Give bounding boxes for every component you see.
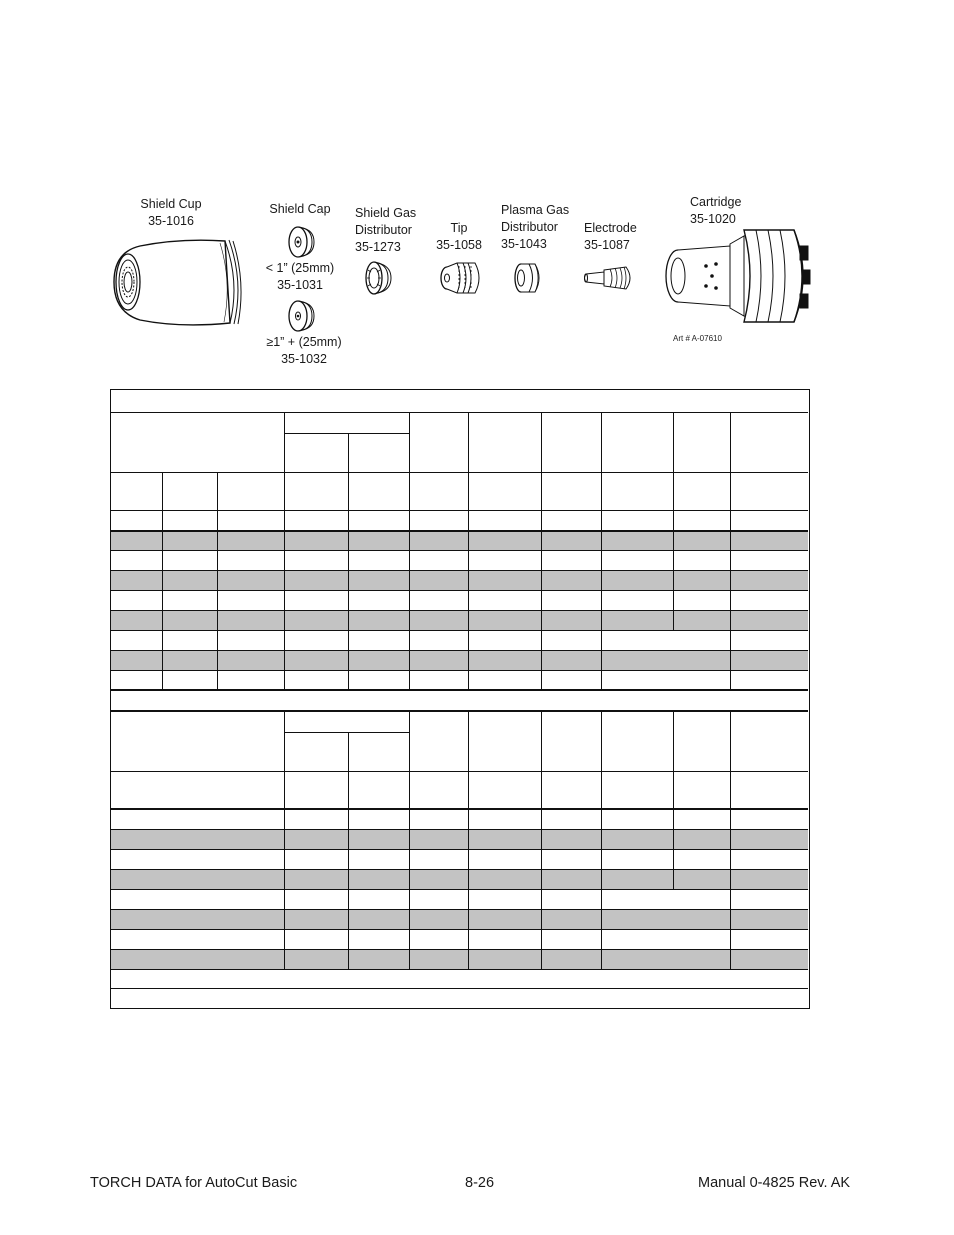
col-divider xyxy=(409,710,410,969)
row-divider xyxy=(111,510,808,511)
footer-right: Manual 0-4825 Rev. AK xyxy=(698,1175,851,1191)
row-divider xyxy=(111,670,808,671)
row-divider xyxy=(111,889,808,890)
shield-cap-label xyxy=(262,201,338,218)
col-divider xyxy=(601,710,602,969)
col-divider xyxy=(284,412,285,689)
col-divider xyxy=(730,710,731,969)
plasma-gas-distributor-illustration xyxy=(511,260,547,296)
section-divider xyxy=(111,689,808,691)
shield-gas-distributor-line1: Shield Gas xyxy=(355,206,417,220)
row-divider xyxy=(111,909,808,910)
shield-cap-small-number: 35-1031 xyxy=(277,278,323,292)
art-number: Art # A-07610 xyxy=(673,334,722,343)
cartridge-illustration xyxy=(660,222,812,330)
col-divider xyxy=(673,412,674,630)
section-divider xyxy=(111,710,808,712)
col-divider xyxy=(348,732,349,969)
shield-cup-label xyxy=(135,196,207,230)
row-divider xyxy=(111,550,808,551)
row-divider xyxy=(111,590,808,591)
footer-left: TORCH DATA for AutoCut Basic xyxy=(90,1175,298,1191)
torch-data-table xyxy=(110,389,810,1009)
col-divider xyxy=(409,412,410,689)
plasma-gas-distributor-label xyxy=(501,202,569,253)
electrode-illustration xyxy=(582,262,634,294)
tip-number: 35-1058 xyxy=(436,238,482,252)
row-divider xyxy=(111,949,808,950)
plasma-gas-distributor-line1: Plasma Gas xyxy=(501,203,570,217)
row-divider xyxy=(111,472,808,473)
row-divider xyxy=(111,969,808,970)
col-divider xyxy=(730,412,731,689)
electrode-name: Electrode xyxy=(584,221,637,235)
row-divider xyxy=(111,610,808,611)
row-divider xyxy=(111,988,808,989)
cartridge-name: Cartridge xyxy=(690,195,742,209)
table-row-shaded xyxy=(111,611,808,630)
row-divider xyxy=(111,849,808,850)
row-divider xyxy=(111,808,808,810)
electrode-label xyxy=(584,220,637,254)
row-divider xyxy=(111,530,808,532)
page-number: 8-26 xyxy=(465,1175,495,1191)
tip-illustration xyxy=(437,258,485,298)
shield-gas-distributor-line2: Distributor xyxy=(355,223,412,237)
table-row-shaded xyxy=(111,870,808,889)
tip-name: Tip xyxy=(450,221,468,235)
tip-label xyxy=(429,220,489,254)
shield-gas-distributor-illustration xyxy=(362,258,394,298)
table-row-shaded xyxy=(111,531,808,550)
shield-gas-distributor-number: 35-1273 xyxy=(355,240,401,254)
col-divider xyxy=(601,412,602,689)
shield-cup-number: 35-1016 xyxy=(148,214,194,228)
shield-cap-name: Shield Cap xyxy=(269,202,331,216)
cartridge-number: 35-1020 xyxy=(690,212,736,226)
electrode-number: 35-1087 xyxy=(584,238,630,252)
shield-cap-large-illustration xyxy=(284,298,316,334)
table-row-shaded xyxy=(111,651,808,670)
col-divider xyxy=(162,472,163,689)
col-divider xyxy=(468,710,469,969)
row-divider xyxy=(111,869,808,870)
row-divider xyxy=(111,929,808,930)
col-divider xyxy=(284,710,285,969)
shield-cup-illustration xyxy=(110,236,246,328)
col-divider xyxy=(217,472,218,689)
shield-cap-small-label xyxy=(250,260,350,294)
row-divider xyxy=(111,771,808,772)
row-divider xyxy=(111,412,808,413)
shield-cup-name: Shield Cup xyxy=(140,197,202,211)
shield-gas-distributor-label xyxy=(355,205,416,256)
col-divider xyxy=(468,412,469,689)
table-row-shaded xyxy=(111,830,808,849)
row-divider xyxy=(111,570,808,571)
row-divider xyxy=(111,630,808,631)
col-divider xyxy=(348,433,349,689)
row-divider xyxy=(111,650,808,651)
plasma-gas-distributor-number: 35-1043 xyxy=(501,237,547,251)
shield-cap-large-label xyxy=(254,334,354,368)
shield-cap-small-illustration xyxy=(284,224,316,260)
plasma-gas-distributor-line2: Distributor xyxy=(501,220,558,234)
shield-cap-large-number: 35-1032 xyxy=(281,352,327,366)
table-row-shaded xyxy=(111,571,808,590)
col-divider xyxy=(673,710,674,889)
col-divider xyxy=(541,412,542,689)
table-row-shaded xyxy=(111,950,808,969)
col-divider xyxy=(541,710,542,969)
shield-cap-small-range: < 1” (25mm) xyxy=(265,261,335,275)
shield-cap-large-range: ≥1” + (25mm) xyxy=(266,335,342,349)
row-divider xyxy=(111,829,808,830)
table-row-shaded xyxy=(111,910,808,929)
